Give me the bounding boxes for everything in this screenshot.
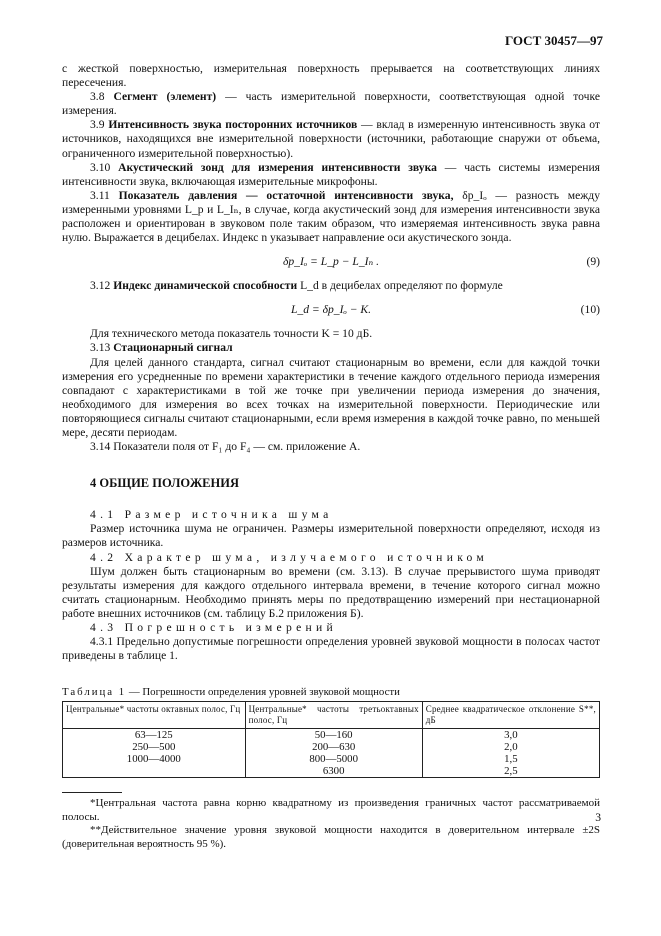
term-extraneous-intensity: Интенсивность звука посторонних источников (108, 118, 358, 132)
equation-10-formula: L_d = δp_Iₒ − K. (290, 303, 372, 317)
term-dynamic-capability: Индекс динамической способности (113, 279, 298, 293)
clause-3-8: 3.8 Сегмент (элемент) — часть измерительной поверхности, соответствующая одной точке измерения. (62, 90, 600, 118)
term-segment: Сегмент (элемент) (113, 90, 217, 104)
page-body (62, 62, 600, 851)
table-caption: Таблица 1 — Погрешности определения уровней звуковой мощности (62, 686, 400, 699)
section-4-heading: 4 ОБЩИЕ ПОЛОЖЕНИЯ (90, 476, 239, 491)
clause-3-12: 3.12 Индекс динамической способности L_d в децибелах определяют по формуле (90, 279, 503, 293)
table-row: 1000—4000 800—5000 1,5 (63, 753, 600, 765)
footnote-1: *Центральная частота равна корню квадратному из произведения граничных частот рассматриваемой полосы. (62, 797, 600, 823)
clause-3-9: 3.9 Интенсивность звука посторонних источников — вклад в измеренную интенсивность звука от источников, находящихся вне измерительной поверхности (источники, работающие снаружи от объема, ограниченного измерительной поверхностью). (62, 118, 600, 160)
header-std-deviation: Среднее квадратическое отклонение S**, дБ (422, 702, 599, 729)
footnote-divider (62, 792, 122, 793)
clause-3-13-title: 3.13 Стационарный сигнал (90, 341, 233, 355)
clause-4-1-title: 4.1 Размер источника шума (90, 508, 333, 522)
equation-10 (62, 293, 600, 327)
table-row: 6300 2,5 (63, 765, 600, 778)
equation-9-formula: δp_Iₒ = L_p − L_Iₙ . (282, 255, 380, 269)
clause-4-3-1: 4.3.1 Предельно допустимые погрешности определения уровней звуковой мощности в полосах частот приведены в таблице 1. (62, 635, 600, 663)
accuracy-statement: Для технического метода показатель точности K = 10 дБ. (90, 327, 373, 341)
clause-4-2-text: Шум должен быть стационарным во времени (см. 3.13). В случае прерывистого шума приводят результаты измерения для каждого отдельного интервала времени, в течение которого сигнал можно считать стационарным. Необходимо принять меры по предотвращению измерений при нестационарной работе внешних источников (см. таблицу Б.2 приложения Б). (62, 564, 600, 620)
table-header-row (63, 702, 600, 729)
standard-header: ГОСТ 30457—97 (504, 33, 603, 48)
clause-4-2-title: 4.2 Характер шума, излучаемого источником (90, 550, 489, 564)
equation-10-number: (10) (580, 303, 600, 317)
term-probe: Акустический зонд для измерения интенсивности звука (118, 160, 437, 174)
page-number: 3 (595, 811, 601, 824)
clause-4-1-text: Размер источника шума не ограничен. Размеры измерительной поверхности определяют, исходя из размеров источника. (62, 522, 600, 550)
term-stationary-signal: Стационарный сигнал (113, 341, 233, 355)
equation-9 (62, 245, 600, 279)
clause-3-14: 3.14 Показатели поля от F₁ до F₄ — см. приложение А. (90, 440, 361, 454)
footnote-2: **Действительное значение уровня звуковой мощности находится в доверительном интервале ±2S (доверительная вероятность 95 %). (62, 824, 600, 850)
paragraph-continued: с жесткой поверхностью, измерительная поверхность прерывается на соответствующих линиях пересечения. (62, 62, 600, 90)
equation-9-number: (9) (586, 255, 600, 269)
header-third-octave: Центральные* частоты третьоктавных полос, Гц (245, 702, 422, 729)
table-row: 250—500 200—630 2,0 (63, 741, 600, 753)
uncertainty-table (62, 701, 600, 778)
clause-3-10: 3.10 Акустический зонд для измерения интенсивности звука — часть системы измерения интенсивности звука, включающая измерительные микрофоны. (62, 160, 600, 188)
table-row: 63—125 50—160 3,0 (63, 729, 600, 742)
header-octave: Центральные* частоты октавных полос, Гц (63, 702, 246, 729)
term-pressure-residual-index: Показатель давления — остаточной интенсивности звука, (118, 188, 454, 202)
clause-4-3-title: 4.3 Погрешность измерений (90, 621, 338, 634)
clause-3-13-text: Для целей данного стандарта, сигнал считают стационарным во времени, если для каждой точки измерения его усредненные по времени характеристики в течение каждого отдельного периода измерения совпадают с характеристиками в той же точке при увеличении периода измерения до значения, необходимого для измерения во всех точках на измерительной поверхности. Периодические или повторяющиеся сигналы считают стационарными, если время измерения в каждой точке равно, по меньшей мере, десяти периодам. (62, 355, 600, 439)
clause-3-11: 3.11 Показатель давления — остаточной интенсивности звука, δp_Iₒ — разность между измеренными уровнями L_p и L_Iₙ, в случае, когда акустический зонд для измерения интенсивности звука расположен и ориентирован в звуковом поле таким образом, что измеряемая интенсивность звука равна нулю. Выражается в децибелах. Индекс n указывает направление оси акустического зонда. (62, 188, 600, 245)
